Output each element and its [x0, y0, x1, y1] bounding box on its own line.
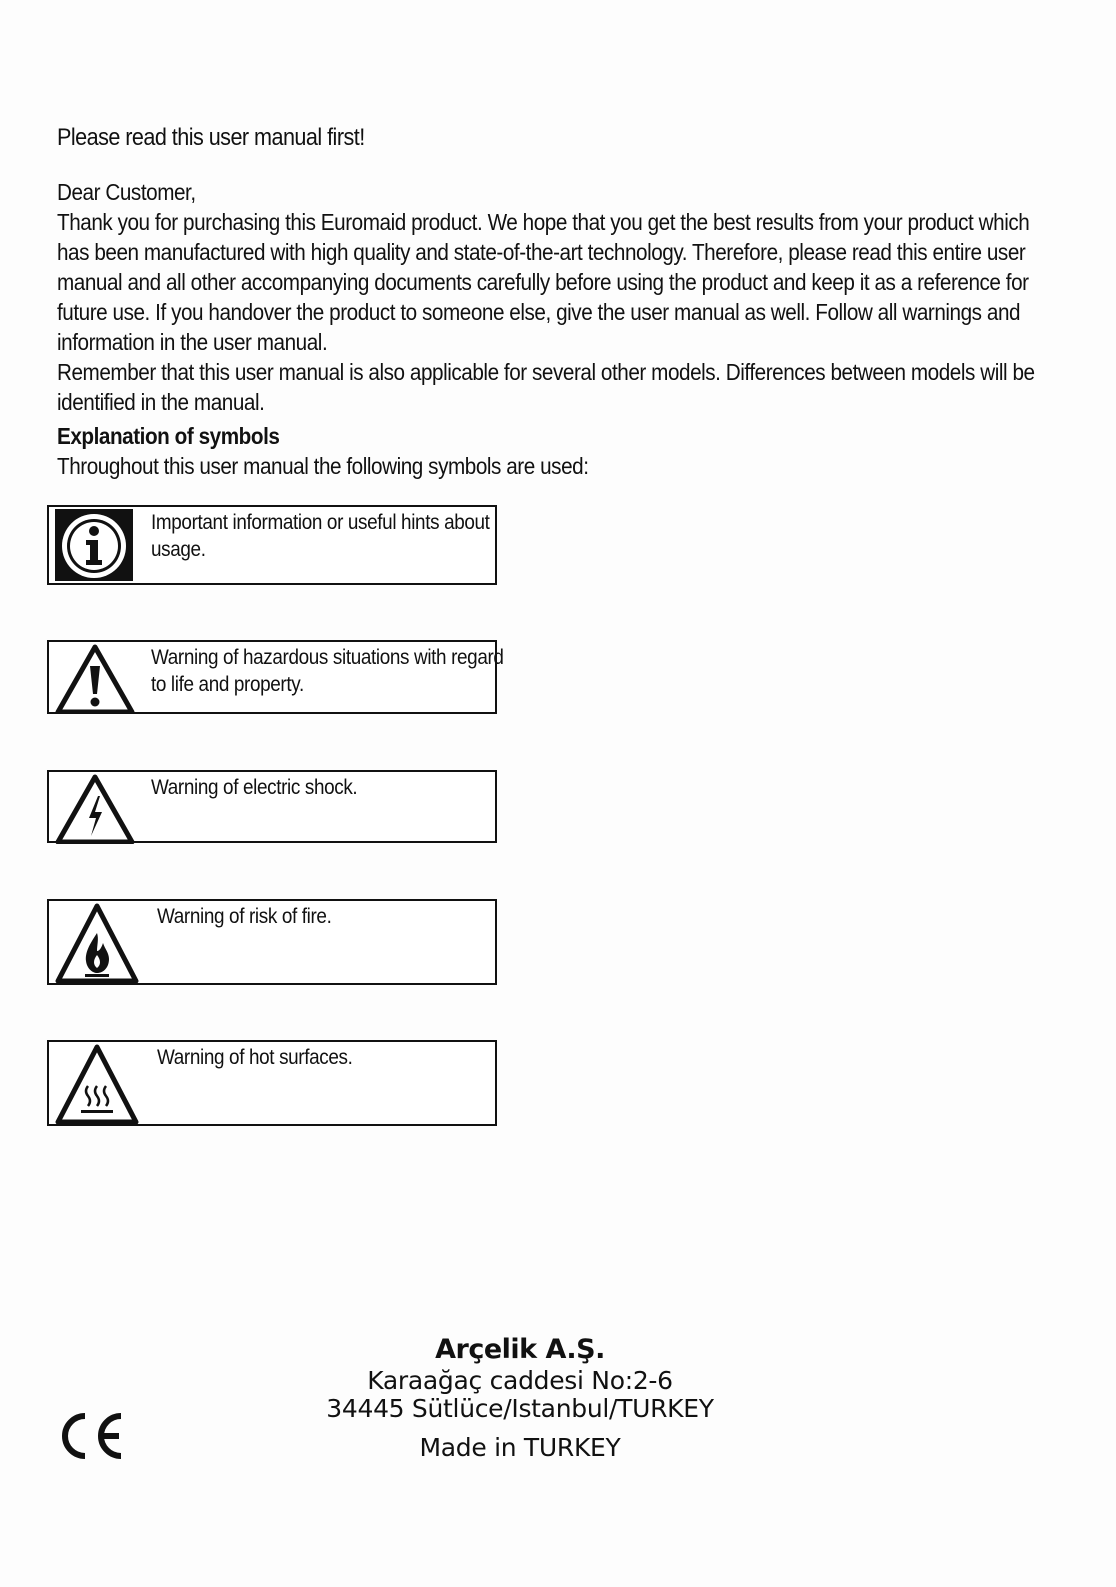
- made-in: Made in TURKEY: [419, 1433, 621, 1462]
- intro-text: [57, 177, 1043, 417]
- symbol-label-hazard: Warning of hazardous situations with regard to life and property.: [151, 646, 504, 696]
- symbol-box-electric: [47, 770, 497, 843]
- manufacturer-info: [270, 1333, 770, 1462]
- company-name: Arçelik A.Ş.: [435, 1334, 605, 1365]
- warning-icon: [55, 644, 135, 714]
- symbol-box-hazard: [47, 640, 504, 714]
- page-heading: Please read this user manual first!: [57, 124, 365, 151]
- hot-surface-icon: [55, 1044, 139, 1124]
- fire-icon: [55, 903, 139, 983]
- symbol-box-fire: [47, 899, 497, 985]
- symbol-label-info: Important information or useful hints about usage.: [151, 511, 490, 561]
- address-line-1: Karaağaç caddesi No:2-6: [367, 1366, 673, 1395]
- symbol-label-fire: Warning of risk of fire.: [157, 905, 332, 928]
- symbols-intro: Throughout this user manual the following symbols are used:: [57, 453, 589, 479]
- symbol-box-info: [47, 505, 497, 585]
- greeting: Dear Customer,: [57, 179, 196, 205]
- symbol-label-hot: Warning of hot surfaces.: [157, 1046, 353, 1069]
- symbol-label-electric: Warning of electric shock.: [151, 776, 358, 799]
- intro-paragraph-2: Remember that this user manual is also applicable for several other models. Differences between models will be identified in the manual.: [57, 359, 1035, 415]
- electric-shock-icon: [55, 774, 135, 844]
- symbols-title: Explanation of symbols: [57, 423, 280, 449]
- address-line-2: 34445 Sütlüce/Istanbul/TURKEY: [326, 1394, 714, 1423]
- ce-mark-icon: [55, 1410, 125, 1462]
- symbol-box-hot: [47, 1040, 497, 1126]
- info-icon: [55, 509, 133, 581]
- intro-paragraph-1: Thank you for purchasing this Euromaid product. We hope that you get the best results from your product which has been manufactured with high quality and state-of-the-art technology. Therefore, please read this entire user manual and all other accompanying documents carefully before using the product and keep it as a reference for future use. If you handover the product to someone else, give the user manual as well. Follow all warnings and information in the user manual.: [57, 209, 1030, 355]
